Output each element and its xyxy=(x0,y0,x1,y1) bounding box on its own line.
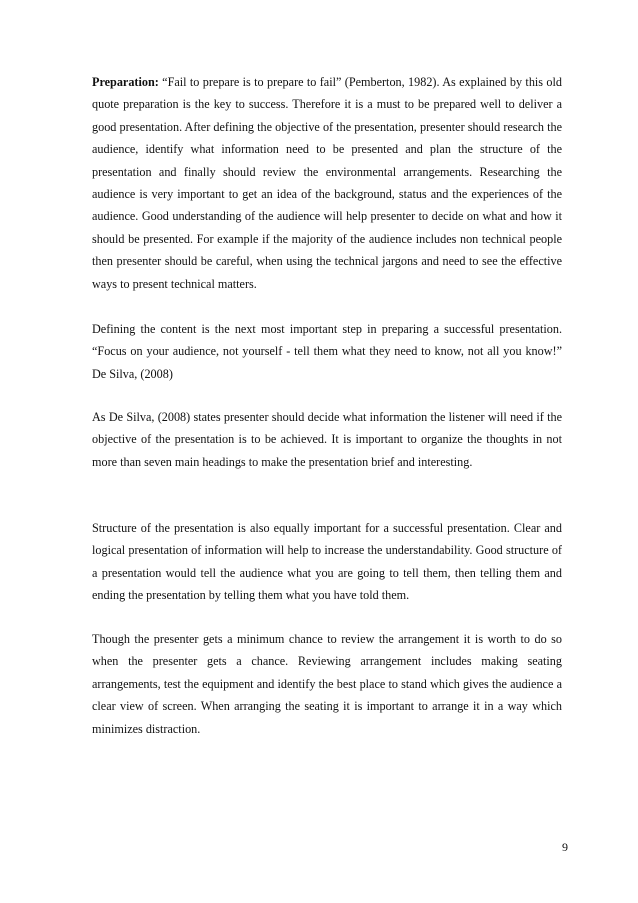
paragraph-text: “Fail to prepare is to prepare to fail” (Pemberton, 1982). As explained by this old quote preparation is the key to success. Therefore it is a must to be prepared well to deliver a good presentation. After defining the objective of the presentation, presenter should research the audience, identify what information need to be presented and plan the structure of the presentation and finally should review the environmental arrangements. Researching the audience is very important to get an idea of the background, status and the experiences of the audience. Good understanding of the audience will help presenter to decide on what and how it should be presented. For example if the majority of the audience includes non technical people then presenter should be careful, when using the technical jargons and need to see the effective ways to present technical matters. xyxy=(92,75,562,291)
paragraph-text: Structure of the presentation is also equally important for a successful presentation. Clear and logical presentation of information will help to increase the understandability. Good structure of a presentation would tell the audience what you are going to tell them, then telling them and ending the presentation by telling them what you have told them. xyxy=(92,521,562,603)
paragraph-text: Defining the content is the next most important step in preparing a successful presentation. “Focus on your audience, not yourself - tell them what they need to know, not all you know!” De Silva, (2008) xyxy=(92,322,562,381)
paragraph-defining-content xyxy=(92,318,562,385)
paragraph-structure xyxy=(92,517,562,607)
paragraph-arrangements xyxy=(92,628,562,740)
paragraph-preparation xyxy=(92,71,562,295)
paragraph-de-silva xyxy=(92,406,562,473)
paragraph-text: As De Silva, (2008) states presenter should decide what information the listener will need if the objective of the presentation is to be achieved. It is important to organize the thoughts in not more than seven main headings to make the presentation brief and interesting. xyxy=(92,410,562,469)
paragraph-text: Though the presenter gets a minimum chance to review the arrangement it is worth to do so when the presenter gets a chance. Reviewing arrangement includes making seating arrangements, test the equipment and identify the best place to stand which gives the audience a clear view of screen. When arranging the seating it is important to arrange it in a way which minimizes distraction. xyxy=(92,632,562,736)
page-number: 9 xyxy=(562,840,568,854)
preparation-heading: Preparation: xyxy=(92,75,159,89)
